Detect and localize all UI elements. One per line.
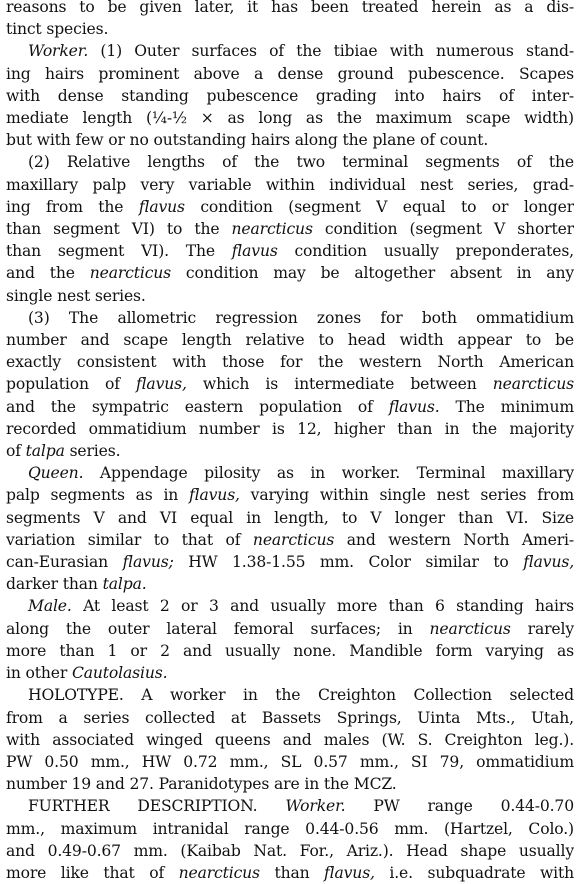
body-text: with dense standing pubescence grading into hairs of inter- xyxy=(6,86,574,105)
text-line xyxy=(6,529,574,551)
italic-text: Queen. xyxy=(28,464,84,483)
body-text: in other xyxy=(6,664,72,683)
body-text: and 0.49-0.67 mm. (Kaibab Nat. For., Ariz.). Head shape usually xyxy=(6,841,574,860)
text-line xyxy=(6,40,574,62)
body-text: more like that of xyxy=(6,863,179,882)
body-text: palp segments as in xyxy=(6,486,190,505)
text-line xyxy=(6,484,574,506)
body-text: along the outer lateral femoral surfaces; in xyxy=(6,619,430,638)
body-text: varying within single nest series from xyxy=(239,486,574,505)
text-line xyxy=(6,573,574,595)
text-line xyxy=(6,751,574,773)
body-text: segments V and VI equal in length, to V longer than VI. Size xyxy=(6,508,574,527)
body-text: number 19 and 27. Paranidotypes are in the MCZ. xyxy=(6,775,397,794)
body-text: can-Eurasian xyxy=(6,553,123,572)
body-text: (1) Outer surfaces of the tibiae with numerous stand- xyxy=(88,42,574,61)
italic-text: talpa. xyxy=(102,575,147,594)
text-line xyxy=(6,107,574,129)
body-text: maxillary palp very variable within individual nest series, grad- xyxy=(6,175,574,194)
italic-text: flavus; xyxy=(122,553,174,572)
text-line xyxy=(6,285,574,307)
body-text: darker than xyxy=(6,575,103,594)
body-text: but with few or no outstanding hairs along the plane of count. xyxy=(6,131,489,150)
text-line xyxy=(6,773,574,795)
text-line xyxy=(6,18,574,40)
text-line xyxy=(6,329,574,351)
italic-text: flavus xyxy=(231,242,278,261)
text-line xyxy=(6,462,574,484)
body-text: The minimum xyxy=(439,397,574,416)
text-line xyxy=(6,0,574,18)
italic-text: flavus. xyxy=(388,397,440,416)
italic-text: nearcticus xyxy=(492,375,574,394)
body-text: population of xyxy=(6,375,136,394)
italic-text: Worker. xyxy=(28,42,89,61)
body-text: from a series collected at Bassets Springs, Uinta Mts., Utah, xyxy=(6,708,574,727)
body-text: i.e. subquadrate with xyxy=(374,863,574,882)
text-line xyxy=(6,129,574,151)
text-line xyxy=(6,662,574,684)
body-text: condition may be altogether absent in any xyxy=(171,264,574,283)
body-text: ing hairs prominent above a dense ground pubescence. Scapes xyxy=(6,64,574,83)
body-text: with associated winged queens and males (W. S. Creighton leg.). xyxy=(6,730,574,749)
text-line xyxy=(6,729,574,751)
italic-text: flavus, xyxy=(324,863,375,882)
italic-text: Male. xyxy=(28,597,72,616)
italic-text: nearcticus xyxy=(178,863,260,882)
body-text: recorded ommatidium number is 12, higher than in the majority xyxy=(6,419,574,438)
body-text: series. xyxy=(64,442,121,461)
body-text: PW 0.50 mm., HW 0.72 mm., SL 0.57 mm., SI 79, ommatidium xyxy=(6,752,574,771)
text-line xyxy=(6,595,574,617)
italic-text: nearcticus xyxy=(252,530,335,549)
text-line xyxy=(6,707,574,729)
text-line xyxy=(6,63,574,85)
body-text: ing from the xyxy=(6,197,139,216)
body-text: single nest series. xyxy=(6,286,146,305)
body-text: Appendage pilosity as in worker. Terminal maxillary xyxy=(83,464,574,483)
text-line xyxy=(6,196,574,218)
italic-text: flavus xyxy=(138,197,185,216)
body-text: PW range 0.44-0.70 xyxy=(345,797,574,816)
body-text: of xyxy=(6,442,26,461)
body-text: variation similar to that of xyxy=(6,530,253,549)
body-text: HOLOTYPE. A worker in the Creighton Collection selected xyxy=(28,686,574,705)
body-text: number and scape length relative to head width appear to be xyxy=(6,331,574,350)
text-line xyxy=(6,351,574,373)
italic-text: nearcticus xyxy=(429,619,511,638)
text-line xyxy=(6,174,574,196)
text-line xyxy=(6,151,574,173)
text-line xyxy=(6,240,574,262)
body-text: tinct species. xyxy=(6,20,109,39)
italic-text: flavus, xyxy=(523,553,574,572)
body-text: mediate length (¼-½ × as long as the maximum scape width) xyxy=(6,109,574,128)
italic-text: Worker. xyxy=(285,797,346,816)
body-text: more than 1 or 2 and usually none. Mandible form varying as xyxy=(6,641,574,660)
body-text: rarely xyxy=(510,619,574,638)
italic-text: talpa xyxy=(25,442,65,461)
text-line xyxy=(6,418,574,440)
italic-text: nearcticus xyxy=(89,264,172,283)
text-line xyxy=(6,507,574,529)
text-line xyxy=(6,373,574,395)
body-text: condition usually preponderates, xyxy=(277,242,574,261)
text-line xyxy=(6,818,574,840)
body-text: and the sympatric eastern population of xyxy=(6,397,389,416)
body-text: than segment VI). The xyxy=(6,242,232,261)
italic-text: Cautolasius. xyxy=(71,664,168,683)
body-text: which is intermediate between xyxy=(186,375,493,394)
body-text: and western North Ameri- xyxy=(334,530,574,549)
text-line xyxy=(6,795,574,817)
body-text: HW 1.38-1.55 mm. Color similar to xyxy=(173,553,524,572)
body-text: condition (segment V shorter xyxy=(312,220,574,239)
body-text: exactly consistent with those for the western North American xyxy=(6,353,574,372)
italic-text: flavus, xyxy=(135,375,187,394)
body-text: than segment VI) to the xyxy=(6,220,232,239)
text-line xyxy=(6,440,574,462)
italic-text: nearcticus xyxy=(231,220,313,239)
text-line xyxy=(6,307,574,329)
text-line xyxy=(6,85,574,107)
text-line xyxy=(6,218,574,240)
body-text: and the xyxy=(6,264,90,283)
body-text: condition (segment V equal to or longer xyxy=(184,197,574,216)
text-line xyxy=(6,684,574,706)
italic-text: flavus, xyxy=(189,486,240,505)
body-text: (3) The allometric regression zones for both ommatidium xyxy=(28,308,574,327)
text-line xyxy=(6,551,574,573)
text-line xyxy=(6,262,574,284)
text-line xyxy=(6,840,574,862)
body-text: FURTHER DESCRIPTION. xyxy=(28,797,286,816)
body-text: than xyxy=(259,863,325,882)
text-line xyxy=(6,640,574,662)
text-line xyxy=(6,618,574,640)
body-text: mm., maximum intranidal range 0.44-0.56 mm. (Hartzel, Colo.) xyxy=(6,819,574,838)
text-line xyxy=(6,396,574,418)
body-text: reasons to be given later, it has been treated herein as a dis- xyxy=(6,0,574,16)
body-text: (2) Relative lengths of the two terminal segments of the xyxy=(28,153,574,172)
body-text: At least 2 or 3 and usually more than 6 standing hairs xyxy=(71,597,574,616)
